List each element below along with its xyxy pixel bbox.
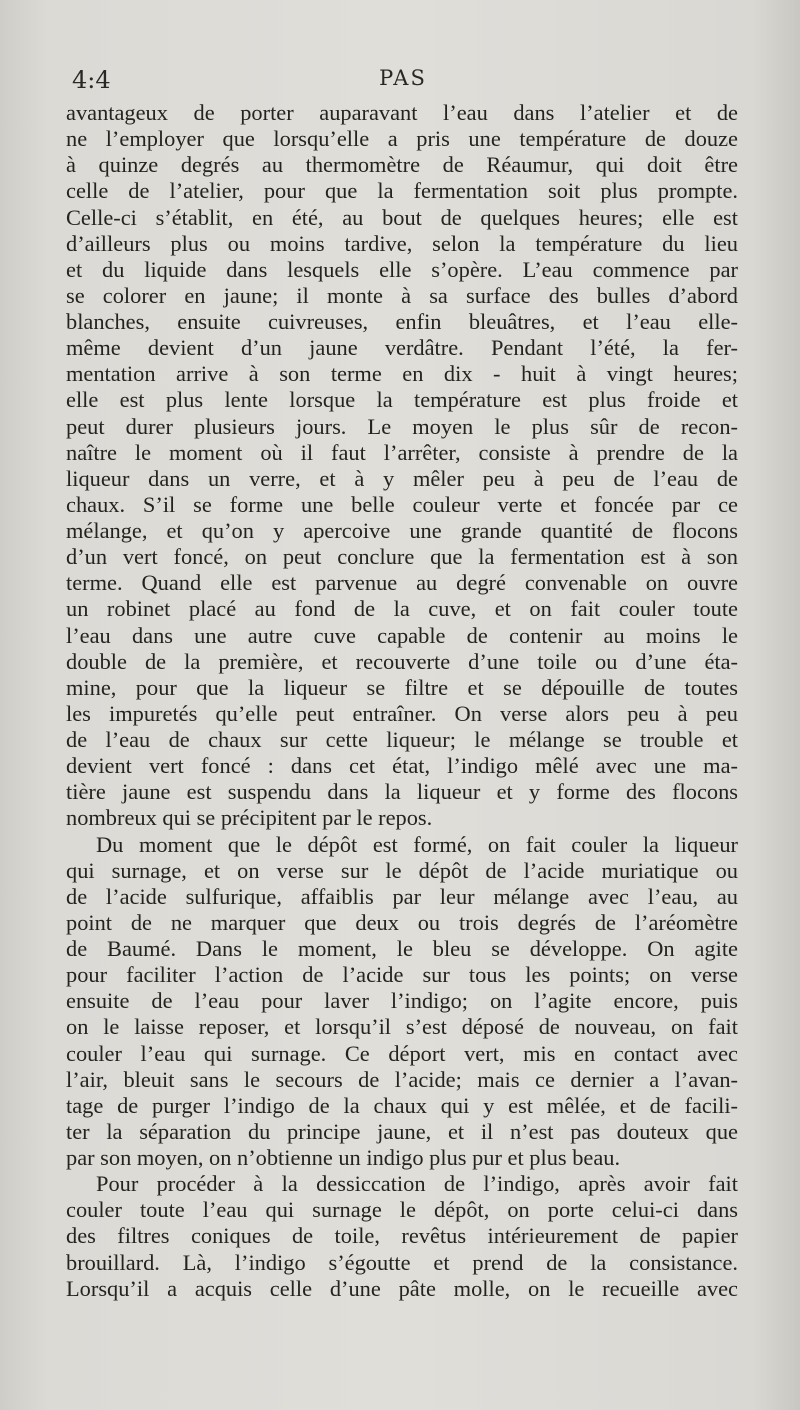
running-head: PAS <box>379 66 427 90</box>
text-line: se colorer en jaune; il monte à sa surface des bulles d’abord <box>66 282 738 308</box>
text-line: devient vert foncé : dans cet état, l’indigo mêlé avec une ma- <box>66 753 738 779</box>
text-line: chaux. S’il se forme une belle couleur verte et foncée par ce <box>66 491 738 517</box>
text-line: l’eau dans une autre cuve capable de contenir au moins le <box>66 622 738 648</box>
text-line: double de la première, et recouverte d’une toile ou d’une éta- <box>66 648 738 674</box>
text-line: celle de l’atelier, pour que la fermentation soit plus prompte. <box>66 178 738 204</box>
text-line: mine, pour que la liqueur se filtre et se dépouille de toutes <box>66 674 738 700</box>
text-line: mentation arrive à son terme en dix - huit à vingt heures; <box>66 361 738 387</box>
text-line: on le laisse reposer, et lorsqu’il s’est déposé de nouveau, on fait <box>66 1014 738 1040</box>
text-line: les impuretés qu’elle peut entraîner. On verse alors peu à peu <box>66 700 738 726</box>
text-line: Celle-ci s’établit, en été, au bout de quelques heures; elle est <box>66 204 738 230</box>
text-line: Pour procéder à la dessiccation de l’indigo, après avoir fait <box>96 1171 738 1197</box>
text-line: peut durer plusieurs jours. Le moyen le plus sûr de recon- <box>66 413 738 439</box>
text-line: d’un vert foncé, on peut conclure que la fermentation est à son <box>66 544 738 570</box>
text-line: couler l’eau qui surnage. Ce déport vert, mis en contact avec <box>66 1040 738 1066</box>
page-header <box>68 66 738 96</box>
text-line: nombreux qui se précipitent par le repos. <box>66 805 433 831</box>
text-line: et du liquide dans lesquels elle s’opère. L’eau commence par <box>66 256 738 282</box>
text-line: pour faciliter l’action de l’acide sur tous les points; on verse <box>66 962 738 988</box>
text-line: point de ne marquer que deux ou trois degrés de l’aréomètre <box>66 909 738 935</box>
text-line: à quinze degrés au thermomètre de Réaumur, qui doit être <box>66 152 738 178</box>
text-line: de l’eau de chaux sur cette liqueur; le mélange se trouble et <box>66 727 738 752</box>
text-line: ne l’employer que lorsqu’elle a pris une température de douze <box>66 126 738 152</box>
text-line: elle est plus lente lorsque la température est plus froide et <box>66 387 738 413</box>
text-line: ensuite de l’eau pour laver l’indigo; on l’agite encore, puis <box>66 988 738 1014</box>
text-line: mélange, et qu’on y apercoive une grande quantité de flocons <box>66 518 738 543</box>
text-line: tage de purger l’indigo de la chaux qui y est mêlée, et de facili- <box>66 1092 738 1118</box>
text-line: naître le moment où il faut l’arrêter, consiste à prendre de la <box>66 439 738 465</box>
text-line: ter la séparation du principe jaune, et il n’est pas douteux que <box>66 1118 738 1144</box>
text-line: blanches, ensuite cuivreuses, enfin bleuâtres, et l’eau elle- <box>66 309 738 334</box>
text-line: de Baumé. Dans le moment, le bleu se développe. On agite <box>66 936 738 961</box>
text-line: d’ailleurs plus ou moins tardive, selon la température du lieu <box>66 230 738 256</box>
text-line: des filtres coniques de toile, revêtus intérieurement de papier <box>66 1223 738 1249</box>
text-line: Du moment que le dépôt est formé, on fait couler la liqueur <box>96 831 738 857</box>
text-line: brouillard. Là, l’indigo s’égoutte et prend de la consistance. <box>66 1249 738 1275</box>
text-line: qui surnage, et on verse sur le dépôt de l’acide muriatique ou <box>66 857 738 883</box>
text-line: l’air, bleuit sans le secours de l’acide; mais ce dernier a l’avan- <box>66 1066 738 1092</box>
text-line: de l’acide sulfurique, affaiblis par leur mélange avec l’eau, au <box>66 883 738 909</box>
text-line: un robinet placé au fond de la cuve, et on fait couler toute <box>66 596 738 622</box>
text-line: liqueur dans un verre, et à y mêler peu à peu de l’eau de <box>66 465 738 491</box>
text-line: même devient d’un jaune verdâtre. Pendant l’été, la fer- <box>66 335 738 361</box>
page-number: 4:4 <box>72 66 111 94</box>
text-line: avantageux de porter auparavant l’eau dans l’atelier et de <box>66 100 738 125</box>
text-line: Lorsqu’il a acquis celle d’une pâte molle, on le recueille avec <box>66 1275 738 1301</box>
body-text <box>66 100 738 1302</box>
text-line: tière jaune est suspendu dans la liqueur et y forme des flocons <box>66 779 738 805</box>
text-line: par son moyen, on n’obtienne un indigo plus pur et plus beau. <box>66 1145 621 1170</box>
text-line: couler toute l’eau qui surnage le dépôt, on porte celui-ci dans <box>66 1197 738 1223</box>
text-line: terme. Quand elle est parvenue au degré convenable on ouvre <box>66 570 738 596</box>
